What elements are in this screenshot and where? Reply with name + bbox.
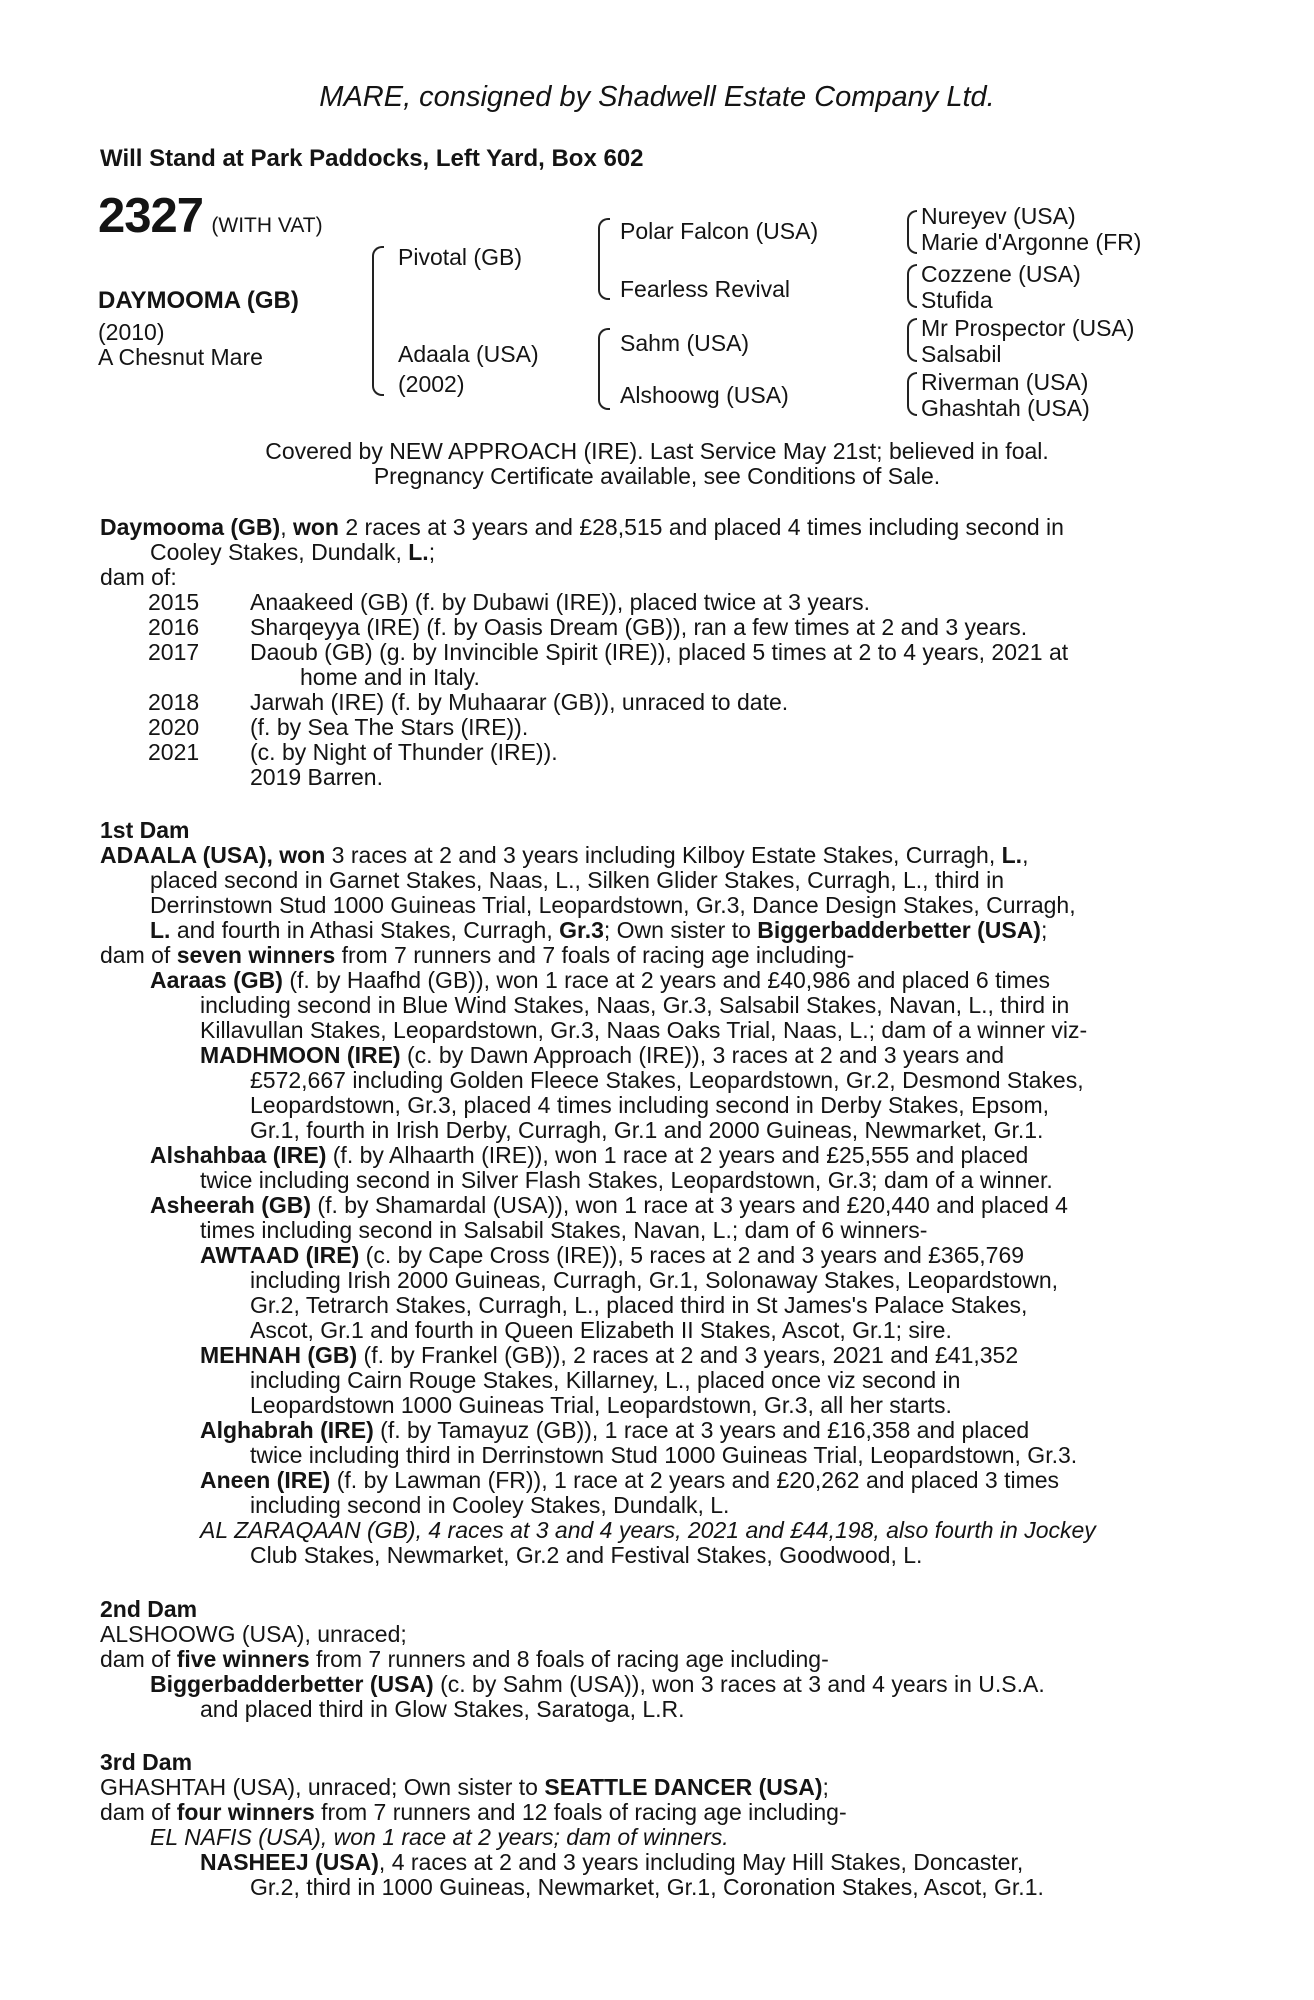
pedigree-brace	[907, 264, 917, 308]
section-heading: 2nd Dam	[100, 1596, 198, 1622]
dam-year: (2002)	[398, 371, 465, 397]
progeny-line: Gr.2, third in 1000 Guineas, Newmarket, Gr.1, Coronation Stakes, Ascot, Gr.1.	[250, 1874, 1044, 1900]
progeny-line: including Cairn Rouge Stakes, Killarney, L., placed once viz second in	[250, 1367, 961, 1393]
horse-description: A Chesnut Mare	[98, 344, 263, 370]
progeny-line: Leopardstown, Gr.3, placed 4 times including second in Derby Stakes, Epsom,	[250, 1092, 1050, 1118]
produce-year: 2017	[148, 639, 200, 665]
progeny-line: Gr.1, fourth in Irish Derby, Curragh, Gr.1 and 2000 Guineas, Newmarket, Gr.1.	[250, 1117, 1044, 1143]
progeny-line: times including second in Salsabil Stakes, Navan, L.; dam of 6 winners-	[200, 1217, 928, 1243]
stand-location: Will Stand at Park Paddocks, Left Yard, Box 602	[100, 145, 644, 172]
dam-line: placed second in Garnet Stakes, Naas, L., Silken Glider Stakes, Curragh, L., third in	[150, 867, 1004, 893]
progeny-line: EL NAFIS (USA), won 1 race at 2 years; dam of winners.	[150, 1824, 729, 1850]
dam-of-label: dam of:	[100, 564, 177, 590]
ggp-name: Ghashtah (USA)	[921, 395, 1090, 421]
progeny-line: NASHEEJ (USA), 4 races at 2 and 3 years including May Hill Stakes, Doncaster,	[200, 1849, 1024, 1875]
progeny-line: MADHMOON (IRE) (c. by Dawn Approach (IRE)), 3 races at 2 and 3 years and	[200, 1042, 1004, 1068]
lot-number-block	[98, 189, 323, 243]
dam-sire: Sahm (USA)	[620, 330, 750, 356]
ggp-name: Stufida	[921, 287, 993, 313]
sire-dam: Fearless Revival	[620, 276, 790, 302]
ggp-name: Riverman (USA)	[921, 369, 1089, 395]
produce-year: 2016	[148, 614, 200, 640]
progeny-line: Leopardstown 1000 Guineas Trial, Leopardstown, Gr.3, all her starts.	[250, 1392, 952, 1418]
progeny-line: Alshahbaa (IRE) (f. by Alhaarth (IRE)), won 1 race at 2 years and £25,555 and placed	[150, 1142, 1029, 1168]
ggp-name: Marie d'Argonne (FR)	[921, 229, 1142, 255]
progeny-line: and placed third in Glow Stakes, Saratoga, L.R.	[200, 1696, 685, 1722]
dam-line: dam of five winners from 7 runners and 8 foals of racing age including-	[100, 1646, 829, 1672]
dam-dam: Alshoowg (USA)	[620, 382, 789, 408]
progeny-line: MEHNAH (GB) (f. by Frankel (GB)), 2 races at 2 and 3 years, 2021 and £41,352	[200, 1342, 1019, 1368]
dam-line: L. and fourth in Athasi Stakes, Curragh, Gr.3; Own sister to Biggerbadderbetter (USA);	[150, 917, 1048, 943]
produce-text: 2019 Barren.	[250, 764, 383, 790]
progeny-line: Asheerah (GB) (f. by Shamardal (USA)), won 1 race at 3 years and £20,440 and placed 4	[150, 1192, 1068, 1218]
produce-text: Daoub (GB) (g. by Invincible Spirit (IRE)), placed 5 times at 2 to 4 years, 2021 at	[250, 639, 1069, 665]
pedigree-brace	[907, 372, 917, 416]
produce-year: 2020	[148, 714, 200, 740]
pedigree-brace	[907, 210, 917, 254]
intro-line: Cooley Stakes, Dundalk, L.;	[150, 539, 436, 565]
produce-year: 2015	[148, 589, 200, 615]
progeny-line: including second in Blue Wind Stakes, Naas, Gr.3, Salsabil Stakes, Navan, L., third in	[200, 992, 1070, 1018]
progeny-line: Ascot, Gr.1 and fourth in Queen Elizabeth II Stakes, Ascot, Gr.1; sire.	[250, 1317, 952, 1343]
horse-name: DAYMOOMA (GB)	[98, 287, 299, 314]
dam-line: dam of four winners from 7 runners and 12 foals of racing age including-	[100, 1799, 847, 1825]
covered-note: Covered by NEW APPROACH (IRE). Last Service May 21st; believed in foal.	[265, 438, 1049, 464]
progeny-line: AL ZARAQAAN (GB), 4 races at 3 and 4 years, 2021 and £44,198, also fourth in Jockey	[200, 1517, 1096, 1543]
dam-line: dam of seven winners from 7 runners and 7 foals of racing age including-	[100, 942, 855, 968]
progeny-line: Killavullan Stakes, Leopardstown, Gr.3, Naas Oaks Trial, Naas, L.; dam of a winner viz-	[200, 1017, 1088, 1043]
pedigree-brace	[907, 318, 917, 362]
progeny-line: AWTAAD (IRE) (c. by Cape Cross (IRE)), 5 races at 2 and 3 years and £365,769	[200, 1242, 1025, 1268]
dam-line: GHASHTAH (USA), unraced; Own sister to SEATTLE DANCER (USA);	[100, 1774, 829, 1800]
progeny-line: including second in Cooley Stakes, Dundalk, L.	[250, 1492, 730, 1518]
produce-text: (f. by Sea The Stars (IRE)).	[250, 714, 529, 740]
pregnancy-note: Pregnancy Certificate available, see Conditions of Sale.	[373, 463, 941, 489]
produce-text: Jarwah (IRE) (f. by Muhaarar (GB)), unraced to date.	[250, 689, 789, 715]
progeny-line: £572,667 including Golden Fleece Stakes, Leopardstown, Gr.2, Desmond Stakes,	[250, 1067, 1084, 1093]
progeny-line: Gr.2, Tetrarch Stakes, Curragh, L., placed third in St James's Palace Stakes,	[250, 1292, 1028, 1318]
ggp-name: Nureyev (USA)	[921, 203, 1076, 229]
horse-year: (2010)	[98, 319, 165, 345]
progeny-line: including Irish 2000 Guineas, Curragh, Gr.1, Solonaway Stakes, Leopardstown,	[250, 1267, 1059, 1293]
progeny-line: twice including second in Silver Flash Stakes, Leopardstown, Gr.3; dam of a winner.	[200, 1167, 1053, 1193]
produce-text: Sharqeyya (IRE) (f. by Oasis Dream (GB)), ran a few times at 2 and 3 years.	[250, 614, 1028, 640]
produce-year: 2021	[148, 739, 200, 765]
produce-text: (c. by Night of Thunder (IRE)).	[250, 739, 558, 765]
progeny-line: Alghabrah (IRE) (f. by Tamayuz (GB)), 1 race at 3 years and £16,358 and placed	[200, 1417, 1030, 1443]
pedigree-brace	[372, 246, 384, 396]
section-heading: 3rd Dam	[100, 1749, 193, 1775]
pedigree-brace	[598, 328, 610, 410]
pedigree-brace	[598, 218, 610, 300]
dam-line: ALSHOOWG (USA), unraced;	[100, 1621, 407, 1647]
vat-label: (WITH VAT)	[211, 214, 323, 237]
ggp-name: Salsabil	[921, 341, 1002, 367]
dam-line: Derrinstown Stud 1000 Guineas Trial, Leopardstown, Gr.3, Dance Design Stakes, Curragh,	[150, 892, 1076, 918]
sire: Pivotal (GB)	[398, 244, 522, 270]
dam: Adaala (USA)	[398, 341, 539, 367]
ggp-name: Mr Prospector (USA)	[921, 315, 1135, 341]
section-heading: 1st Dam	[100, 817, 190, 843]
progeny-line: Biggerbadderbetter (USA) (c. by Sahm (USA)), won 3 races at 3 and 4 years in U.S.A.	[150, 1671, 1045, 1697]
progeny-line: Aneen (IRE) (f. by Lawman (FR)), 1 race at 2 years and £20,262 and placed 3 times	[200, 1467, 1060, 1493]
sire-sire: Polar Falcon (USA)	[620, 218, 819, 244]
produce-year: 2018	[148, 689, 200, 715]
intro-line: Daymooma (GB), won 2 races at 3 years and £28,515 and placed 4 times including second in	[100, 514, 1064, 540]
ggp-name: Cozzene (USA)	[921, 261, 1081, 287]
produce-text: home and in Italy.	[300, 664, 480, 690]
progeny-line: twice including third in Derrinstown Stud 1000 Guineas Trial, Leopardstown, Gr.3.	[250, 1442, 1078, 1468]
page-title: MARE, consigned by Shadwell Estate Company Ltd.	[319, 81, 995, 113]
produce-text: Anaakeed (GB) (f. by Dubawi (IRE)), placed twice at 3 years.	[250, 589, 870, 615]
dam-line: ADAALA (USA), won 3 races at 2 and 3 years including Kilboy Estate Stakes, Curragh, L.,	[100, 842, 1029, 868]
progeny-line: Aaraas (GB) (f. by Haafhd (GB)), won 1 race at 2 years and £40,986 and placed 6 times	[150, 967, 1051, 993]
progeny-line: Club Stakes, Newmarket, Gr.2 and Festival Stakes, Goodwood, L.	[250, 1542, 923, 1568]
lot-number: 2327	[98, 189, 204, 243]
